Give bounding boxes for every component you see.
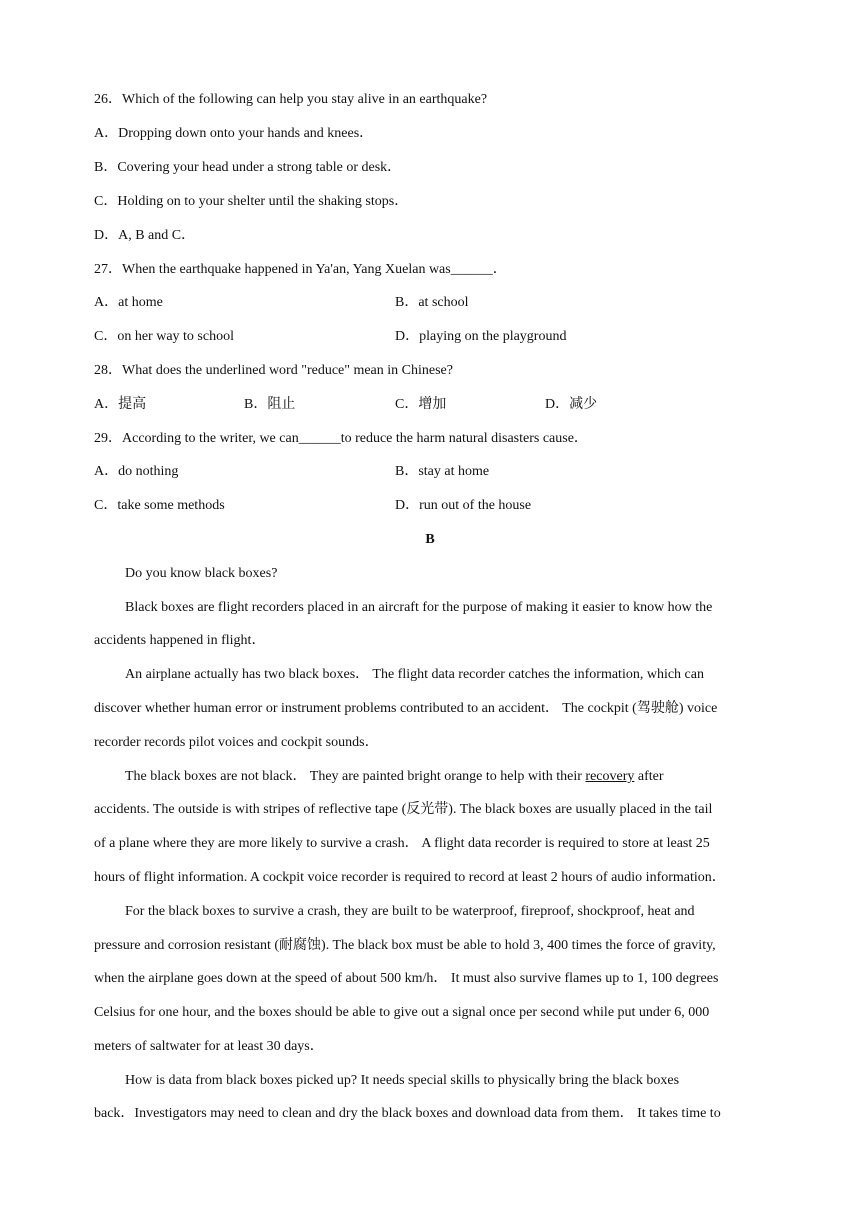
passage-line: recorder records pilot voices and cockpit sounds． <box>94 735 379 750</box>
question-26-option-d: D．A, B and C． <box>94 228 196 243</box>
passage-line: back．Investigators may need to clean and dry the black boxes and download data from them． It takes time to <box>94 1106 721 1121</box>
passage-line: discover whether human error or instrument problems contributed to an accident． The cockpit (驾驶舱) voice <box>94 701 718 716</box>
question-27-option-a: A．at home <box>94 295 163 310</box>
underlined-word-recovery: recovery <box>585 769 635 784</box>
question-26-option-a: A．Dropping down onto your hands and knees． <box>94 126 374 141</box>
question-28-option-d: D．减少 <box>545 397 598 412</box>
question-28-stem: 28．What does the underlined word "reduce" mean in Chinese? <box>94 363 453 378</box>
section-b-heading: B <box>425 532 435 547</box>
question-27-stem: 27．When the earthquake happened in Ya'an, Yang Xuelan was______． <box>94 262 507 277</box>
question-28-option-a: A．提高 <box>94 397 147 412</box>
question-29-option-b: B．stay at home <box>395 464 490 479</box>
question-29-option-d: D．run out of the house <box>395 498 532 513</box>
passage-line: How is data from black boxes picked up? It needs special skills to physically bring the black boxes <box>125 1073 680 1088</box>
passage-line: Do you know black boxes? <box>125 566 278 581</box>
question-29-option-a: A．do nothing <box>94 464 179 479</box>
passage-line <box>125 768 664 786</box>
passage-line: hours of flight information. A cockpit voice recorder is required to record at least 2 hours of audio information． <box>94 870 726 885</box>
passage-line: of a plane where they are more likely to survive a crash． A flight data recorder is required to store at least 25 <box>94 836 710 851</box>
question-26-stem: 26．Which of the following can help you stay alive in an earthquake? <box>94 92 488 107</box>
passage-text: after <box>634 769 664 784</box>
question-27-option-b: B．at school <box>395 295 469 310</box>
question-28-option-b: B．阻止 <box>244 397 296 412</box>
question-29-stem: 29．According to the writer, we can______to reduce the harm natural disasters cause． <box>94 431 588 446</box>
question-26-option-b: B．Covering your head under a strong table or desk． <box>94 160 402 175</box>
passage-line: Black boxes are flight recorders placed in an aircraft for the purpose of making it easier to know how the <box>125 600 713 615</box>
question-26-option-c: C．Holding on to your shelter until the shaking stops． <box>94 194 409 209</box>
passage-line: when the airplane goes down at the speed of about 500 km/h． It must also survive flames up to 1, 100 degrees <box>94 971 719 986</box>
passage-line: An airplane actually has two black boxes． The flight data recorder catches the information, which can <box>125 667 704 682</box>
passage-line: pressure and corrosion resistant (耐腐蚀). The black box must be able to hold 3, 400 times the force of gravity, <box>94 938 716 953</box>
passage-line: For the black boxes to survive a crash, they are built to be waterproof, fireproof, shockproof, heat and <box>125 904 695 919</box>
question-29-option-c: C．take some methods <box>94 498 225 513</box>
passage-line: meters of saltwater for at least 30 days． <box>94 1039 324 1054</box>
question-27-option-d: D．playing on the playground <box>395 329 567 344</box>
passage-text: The black boxes are not black． They are painted bright orange to help with their <box>125 769 586 784</box>
question-27-option-c: C．on her way to school <box>94 329 234 344</box>
passage-line: Celsius for one hour, and the boxes should be able to give out a signal once per second while put under 6, 000 <box>94 1005 710 1020</box>
passage-line: accidents. The outside is with stripes of reflective tape (反光带). The black boxes are usually placed in the tail <box>94 802 713 817</box>
passage-line: accidents happened in flight． <box>94 633 266 648</box>
question-28-option-c: C．增加 <box>395 397 447 412</box>
